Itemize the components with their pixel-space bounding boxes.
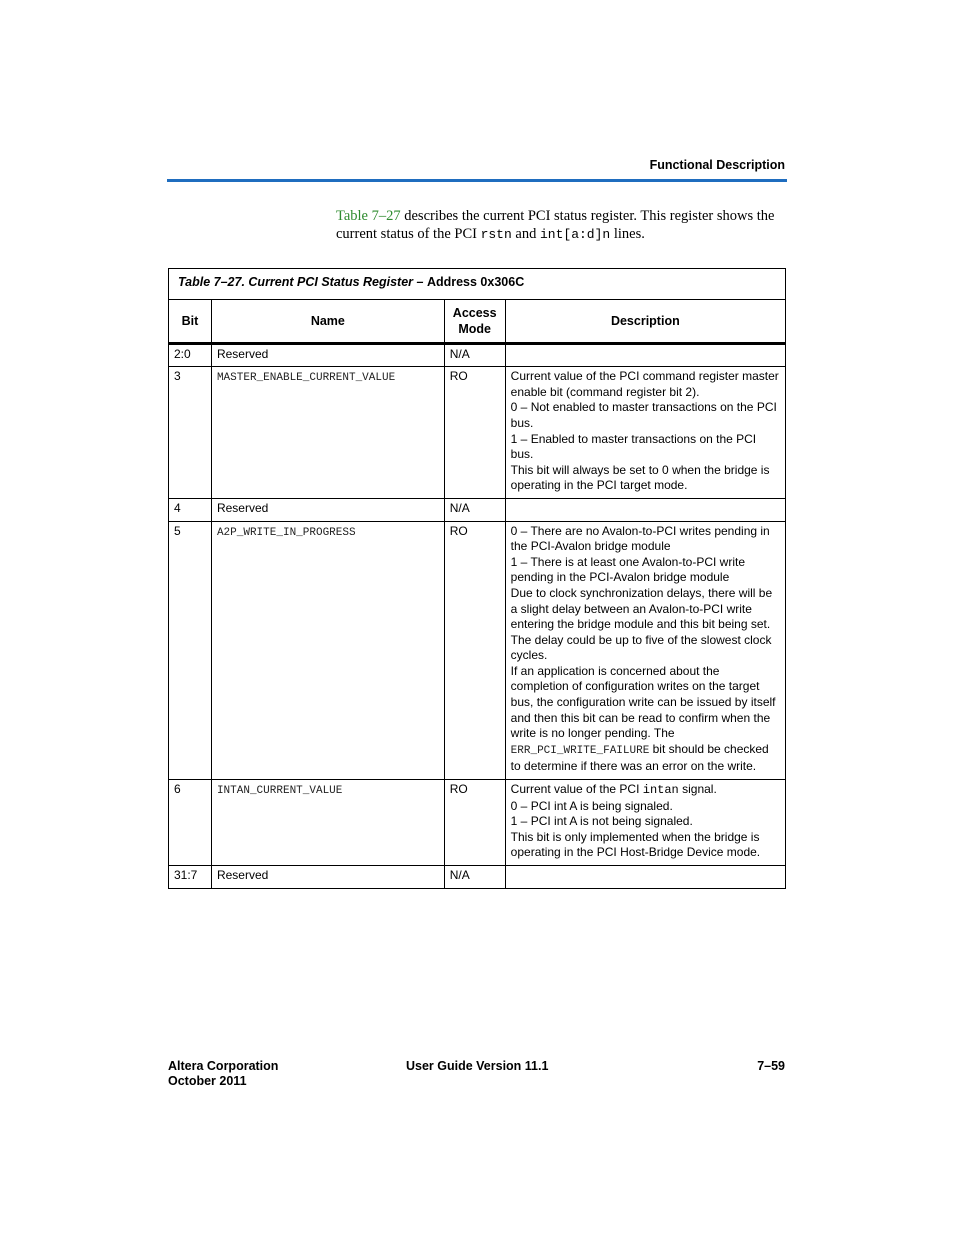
description-text: Current value of the PCI [510, 782, 643, 797]
table-row [169, 521, 786, 780]
cell-bit: 6 [169, 780, 212, 866]
column-header-access-line2: Mode [458, 321, 492, 336]
cell-description [505, 343, 785, 367]
footer-guide-version: User Guide Version 11.1 [406, 1059, 549, 1073]
intro-text-3: lines. [610, 226, 645, 242]
cell-name: Reserved [211, 866, 444, 889]
description-line [511, 664, 780, 775]
footer-page-number: 7–59 [757, 1059, 785, 1073]
cell-access: RO [444, 367, 505, 499]
description-code: ERR_PCI_WRITE_FAILURE [510, 744, 650, 757]
description-line: 1 – PCI int A is not being signaled. [510, 814, 693, 829]
cell-bit: 4 [169, 498, 212, 521]
table-row [169, 498, 786, 521]
column-header-access-mode [444, 299, 505, 343]
column-header-access-line1: Access [452, 305, 497, 320]
cell-description [505, 780, 785, 866]
section-title: Functional Description [649, 158, 785, 172]
cell-description [505, 521, 785, 780]
intro-text-2: and [511, 226, 540, 242]
description-code: intan [642, 783, 679, 798]
intro-code-rstn: rstn [480, 227, 512, 242]
table-header-row [169, 299, 786, 343]
description-line: Due to clock synchronization delays, there will be a slight delay between an Avalon-to-PCI write entering the bridge module and this bit being set. The delay could be up to five of the slowest clock cycles. [510, 585, 773, 663]
register-table [168, 268, 786, 889]
cell-name: Reserved [211, 343, 444, 367]
description-text: signal. [678, 782, 717, 797]
column-header-description: Description [505, 299, 785, 343]
cell-bit: 2:0 [169, 343, 212, 367]
description-line: 0 – There are no Avalon-to-PCI writes pending in the PCI-Avalon bridge module [510, 523, 770, 554]
column-header-name: Name [211, 299, 444, 343]
table-caption [169, 269, 786, 300]
cell-name: INTAN_CURRENT_VALUE [211, 780, 444, 866]
intro-text-1: describes the current PCI status register. This register shows the current status of the PCI [336, 208, 775, 242]
cell-access: RO [444, 521, 505, 780]
column-header-bit: Bit [169, 299, 212, 343]
table-row [169, 866, 786, 889]
description-line: 0 – Not enabled to master transactions on the PCI bus. [510, 400, 777, 430]
description-line: 0 – PCI int A is being signaled. [510, 798, 673, 813]
description-line: Current value of the PCI command register master enable bit (command register bit 2). [510, 369, 779, 399]
description-text: bit should be checked to determine if there was an error on the write. [510, 741, 769, 774]
cell-bit: 31:7 [169, 866, 212, 889]
cell-bit: 3 [169, 367, 212, 499]
table-caption-italic: Table 7–27. Current PCI Status Register – [178, 275, 427, 289]
description-line [511, 782, 780, 799]
description-line: This bit is only implemented when the bridge is operating in the PCI Host-Bridge Device mode. [510, 829, 761, 860]
description-line: This bit will always be set to 0 when the bridge is operating in the PCI target mode. [510, 462, 770, 493]
table-row [169, 780, 786, 866]
description-text: If an application is concerned about the completion of configuration writes on the target bus, the configuration write can be issued by itself and then this bit can be read to confirm when the write is no longer pending. The [510, 663, 776, 741]
table-row [169, 343, 786, 367]
description-line: 1 – There is at least one Avalon-to-PCI write pending in the PCI-Avalon bridge module [510, 554, 746, 585]
table-reference-link[interactable]: Table 7–27 [336, 208, 401, 224]
footer-left [168, 1059, 278, 1089]
footer-company: Altera Corporation [168, 1059, 279, 1073]
cell-description [505, 866, 785, 889]
cell-access: N/A [444, 866, 505, 889]
cell-access: RO [444, 780, 505, 866]
cell-name: MASTER_ENABLE_CURRENT_VALUE [211, 367, 444, 499]
cell-name: Reserved [211, 498, 444, 521]
table-caption-address: Address 0x306C [426, 275, 525, 289]
header-divider [167, 179, 787, 182]
intro-code-int: int[a:d]n [539, 227, 611, 242]
cell-name: A2P_WRITE_IN_PROGRESS [211, 521, 444, 780]
description-line: 1 – Enabled to master transactions on the PCI bus. [510, 431, 757, 462]
intro-paragraph [336, 207, 786, 244]
cell-access: N/A [444, 343, 505, 367]
footer-date: October 2011 [168, 1074, 247, 1088]
cell-access: N/A [444, 498, 505, 521]
cell-bit: 5 [169, 521, 212, 780]
cell-description [505, 367, 785, 499]
cell-description [505, 498, 785, 521]
table-row [169, 367, 786, 499]
